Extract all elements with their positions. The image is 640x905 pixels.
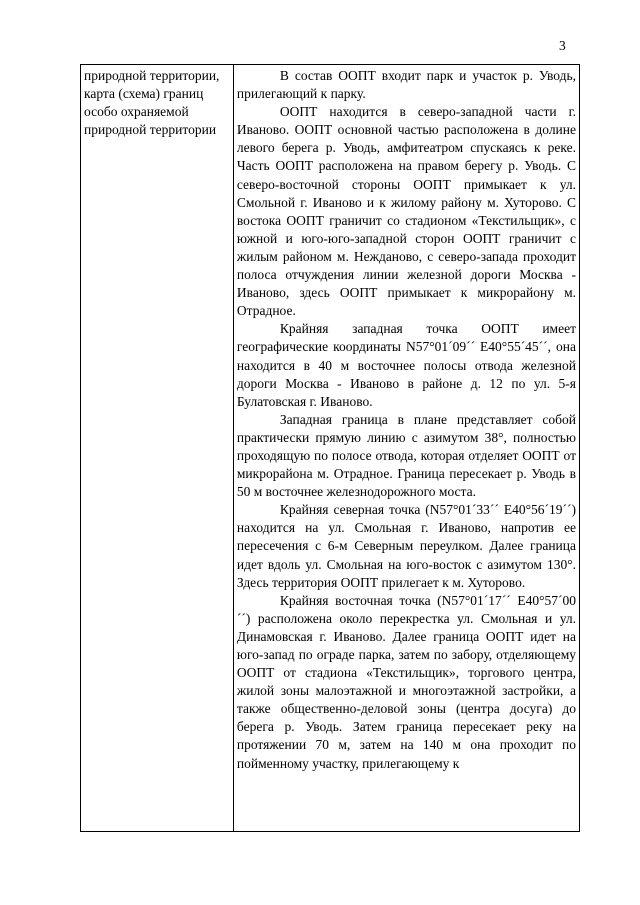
paragraph-western-point: Крайняя западная точка ООПТ имеет географические координаты N57°01´09´´ E40°55´45´´, она находится в 40 м восточнее полосы отвода железной дороги Москва - Иваново в районе д. 12 по ул. 5-я Булатовская г. Иваново. xyxy=(236,321,576,409)
paragraph-location: ООПТ находится в северо-западной части г. Иваново. ООПТ основной частью расположена в долине левого берега р. Уводь, амфитеатром спускаясь к реке. Часть ООПТ расположена на правом берегу р. Уводь. С северо-восточной стороны ООПТ примыкает к ул. Смольной г. Иваново и к жилому району м. Хуторово. С востока ООПТ граничит со стадионом «Текстильщик», с южной и юго-юго-западной сторон ООПТ граничит с жилым районом м. Нежданово, с северо-запада проходит полоса отчуждения линии железной дороги Москва - Иваново, здесь ООПТ примыкает к микрорайону м. Отрадное. xyxy=(236,104,576,319)
table-row xyxy=(81,65,580,832)
row-label-cell xyxy=(81,65,234,832)
row-content-cell xyxy=(233,65,579,832)
page-number: 3 xyxy=(559,38,566,53)
paragraph-eastern-point: Крайняя восточная точка (N57°01´17´´ E40°57´00´´) расположена около перекрестка ул. Смольная и ул. Динамовская г. Иваново. Далее граница ООПТ идет на юго-запад по ограде парка, затем по забору, отделяющему ООПТ от стадиона «Текстильщик», торгового центра, жилой зоны малоэтажной и многоэтажной застройки, а также общественно-деловой зоны (центра досуга) до берега р. Уводь. Затем граница пересекает реку на протяжении 70 м, затем на 140 м она проходит по пойменному участку, прилегающему к xyxy=(236,592,576,771)
paragraph-composition: В состав ООПТ входит парк и участок р. Уводь, прилегающий к парку. xyxy=(236,68,576,102)
paragraph-western-boundary: Западная граница в плане представляет собой практически прямую линию с азимутом 38°, полностью проходящую по полосе отвода, которая отделяет ООПТ от микрорайона м. Отрадное. Граница пересекает р. Уводь в 50 м восточнее железнодорожного моста. xyxy=(236,411,576,500)
paragraph-northern-point: Крайняя северная точка (N57°01´33´´ E40°56´19´´) находится на ул. Смольная г. Иваново, напротив ее пересечения с 6-м Северным переулком. Далее граница идет вдоль ул. Смольная на юго-восток с азимутом 130°. Здесь территория ООПТ прилегает к м. Хуторово. xyxy=(236,502,576,590)
row-label-text: природной территории, карта (схема) границ особо охраняемой природной территории xyxy=(84,68,220,138)
boundary-description-table xyxy=(80,64,580,832)
